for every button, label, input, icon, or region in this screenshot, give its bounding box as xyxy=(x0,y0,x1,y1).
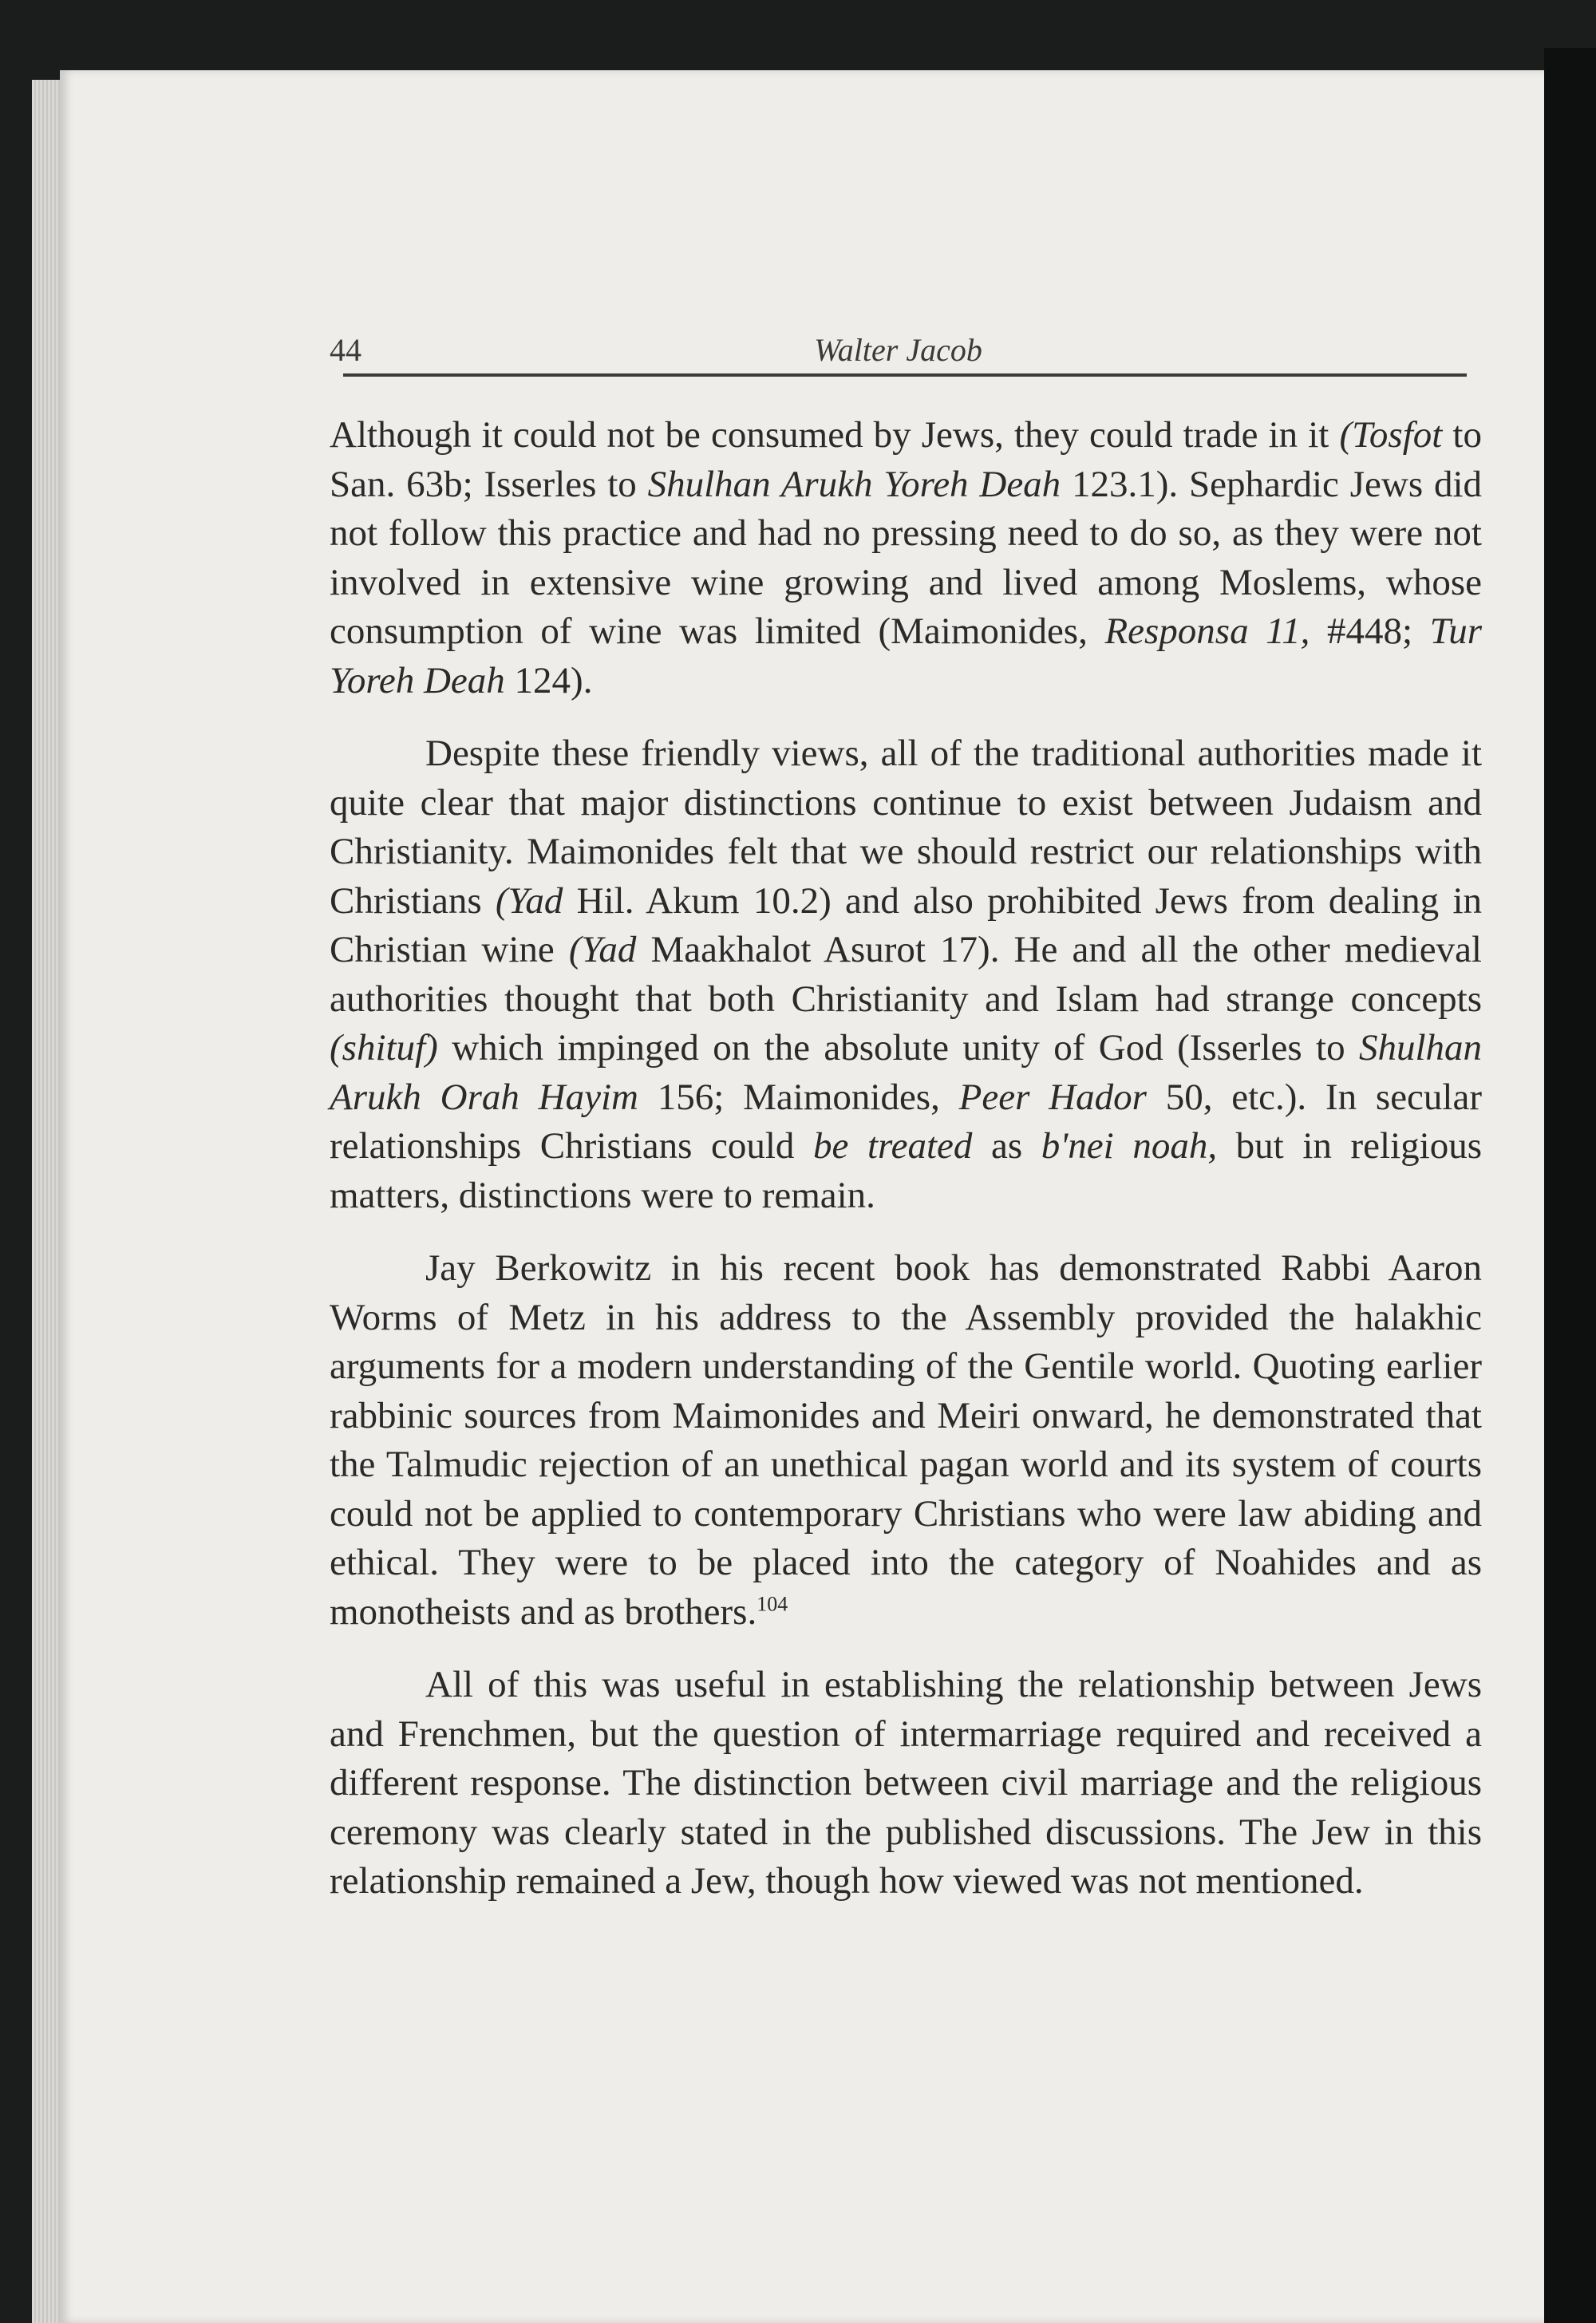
italic-text: (Yad xyxy=(495,879,563,922)
text-run: 123.1). Sephardic Jews did not follow this practice and had no pressing need to do so, as they were not involved in extensive wine growing and lived among Moslems, whose consumption of wine was limited (Maimonides, xyxy=(330,463,1482,652)
text-run: which impinged on the absolute unity of God (Isserles to xyxy=(437,1027,1359,1069)
running-head: Walter Jacob xyxy=(814,332,982,368)
text-run: Despite these friendly views, all of the traditional authorities made it quite clear that major distinctions continue to exist between Judaism and Christianity. Maimonides felt that we should restrict our relationships with Christians xyxy=(330,733,1482,922)
text-run: All of this was useful in establishing the relationship between Jews and Frenchmen, but the question of intermarriage required and received a different response. The distinction between civil marriage and the religious ceremony was clearly stated in the published discussions. The Jew in this relationship remained a Jew, though how viewed was not mentioned. xyxy=(330,1664,1482,1902)
paragraph xyxy=(330,1244,1482,1637)
text-run: 156; Maimonides, xyxy=(638,1076,959,1118)
italic-text: (Yad xyxy=(568,929,637,970)
text-run: Jay Berkowitz in his recent book has demonstrated Rabbi Aaron Worms of Metz in his address to the Assembly provided the halakhic arguments for a modern understanding of the Gentile world. Quoting earlier rabbinic sources from Maimonides and Meiri onward, he demonstrated that the Talmudic rejection of an unethical pagan world and its system of courts could not be applied to contemporary Christians who were law abiding and ethical. They were to be placed into the category of Noahides and as monotheists and as brothers. xyxy=(330,1247,1482,1633)
text-run: Although it could not be consumed by Jews, they could trade in it xyxy=(330,414,1340,456)
facing-page-edge xyxy=(1544,48,1596,2323)
italic-text: Responsa 11, xyxy=(1104,610,1310,652)
text-run: Maakhalot Asurot 17). He and all the other medieval authorities thought that both Christianity and Islam had strange concepts xyxy=(330,929,1482,1020)
page-number: 44 xyxy=(330,332,361,368)
italic-text: b'nei noah, xyxy=(1041,1125,1218,1167)
italic-text: Tur Yoreh Deah xyxy=(330,610,1482,701)
italic-text: be treated xyxy=(813,1125,973,1167)
text-run: as xyxy=(972,1125,1041,1167)
paragraph xyxy=(330,1661,1482,1906)
paragraph xyxy=(330,729,1482,1220)
footnote-reference: 104 xyxy=(757,1591,788,1615)
text-run: to San. 63b; Isserles to xyxy=(330,414,1482,505)
page-stack-edge xyxy=(32,80,64,2323)
text-run: #448; xyxy=(1310,610,1430,652)
italic-text: Shulhan Arukh Yoreh Deah xyxy=(647,463,1061,505)
italic-text: (shituf) xyxy=(330,1027,438,1069)
paragraph xyxy=(330,411,1482,705)
italic-text: (Tosfot xyxy=(1339,414,1443,456)
body-text xyxy=(330,411,1482,1930)
text-run: 124). xyxy=(504,659,593,701)
text-run: but in religious matters, distinctions were to remain. xyxy=(330,1125,1482,1216)
header-rule xyxy=(343,373,1467,377)
italic-text: Shulhan Arukh Orah Hayim xyxy=(330,1027,1482,1118)
page-header xyxy=(330,331,1467,379)
italic-text: Peer Hador xyxy=(958,1076,1147,1118)
text-run: 50, etc.). In secular relationships Christians could xyxy=(330,1076,1482,1167)
text-run: Hil. Akum 10.2) and also prohibited Jews from dealing in Christian wine xyxy=(330,879,1483,970)
